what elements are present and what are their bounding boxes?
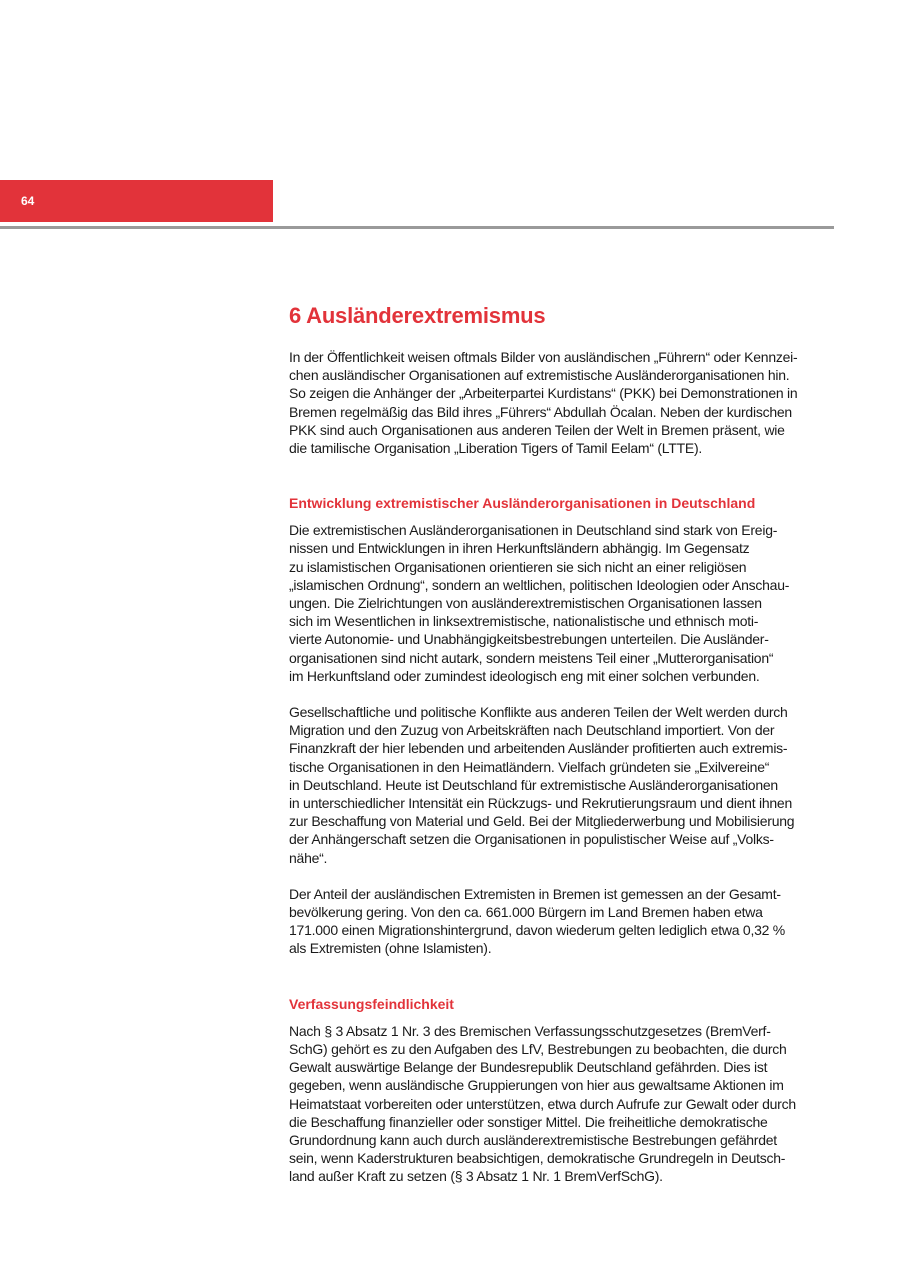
text-line: organisationen sind nicht autark, sondern meistens Teil einer „Mutterorganisation“ [289, 649, 774, 666]
text-line: 171.000 einen Migrationshintergrund, davon wiederum gelten lediglich etwa 0,32 % [289, 922, 785, 939]
section1-paragraph-2 [289, 703, 839, 867]
header-rule [0, 226, 834, 229]
text-line: in Deutschland. Heute ist Deutschland für extremistische Ausländerorganisationen [289, 776, 778, 793]
text-line: sich im Wesentlichen in linksextremistische, nationalistische und ethnisch moti- [289, 613, 759, 630]
text-line: PKK sind auch Organisationen aus anderen Teilen der Welt in Bremen präsent, wie [289, 421, 785, 438]
text-line: Grundordnung kann auch durch ausländerextremistische Bestrebungen gefährdet [289, 1131, 777, 1148]
text-line: Gesellschaftliche und politische Konflikte aus anderen Teilen der Welt werden durch [289, 704, 788, 721]
page-number: 64 [21, 194, 35, 208]
text-line: sein, wenn Kaderstrukturen beabsichtigen, demokratische Grundregeln in Deutsch- [289, 1150, 786, 1167]
text-line: Migration und den Zuzug von Arbeitskräften nach Deutschland importiert. Von der [289, 722, 775, 739]
text-line: die Beschaffung finanzieller oder sonstiger Mittel. Die freiheitliche demokratische [289, 1113, 768, 1130]
text-line: als Extremisten (ohne Islamisten). [289, 940, 492, 957]
text-line: Finanzkraft der hier lebenden und arbeitenden Ausländer profitierten auch extremis- [289, 740, 788, 757]
text-line: „islamischen Ordnung“, sondern an weltlichen, politischen Ideologien oder Anschau- [289, 576, 790, 593]
text-line: Heimatstaat vorbereiten oder unterstützen, etwa durch Aufrufe zur Gewalt oder durch [289, 1095, 796, 1112]
section2-paragraph-1 [289, 1022, 839, 1186]
text-line: chen ausländischer Organisationen auf extremistische Ausländerorganisationen hin. [289, 367, 790, 384]
text-line: der Anhängerschaft setzen die Organisationen in populistischer Weise auf „Volks- [289, 831, 774, 848]
text-line: bevölkerung gering. Von den ca. 661.000 Bürgern im Land Bremen haben etwa [289, 904, 763, 921]
text-line: zu islamistischen Organisationen orientieren sie sich nicht an einer religiösen [289, 558, 747, 575]
section-heading-verfassungsfeindlichkeit: Verfassungsfeindlichkeit [289, 995, 454, 1012]
text-line: ungen. Die Zielrichtungen von ausländerextremistischen Organisationen lassen [289, 595, 762, 612]
text-line: Gewalt auswärtige Belange der Bundesrepublik Deutschland gefährden. Dies ist [289, 1059, 768, 1076]
text-line: zur Beschaffung von Material und Geld. Bei der Mitgliederwerbung und Mobilisierung [289, 813, 795, 830]
section1-paragraph-3 [289, 885, 839, 958]
chapter-title: 6 Ausländerextremismus [289, 303, 546, 328]
section1-paragraph-1 [289, 521, 839, 685]
text-line: Bremen regelmäßig das Bild ihres „Führers“ Abdullah Öcalan. Neben der kurdischen [289, 403, 792, 420]
text-line: nissen und Entwicklungen in ihren Herkunftsländern abhängig. Im Gegensatz [289, 540, 750, 557]
text-line: nähe“. [289, 849, 328, 866]
text-line: Der Anteil der ausländischen Extremisten in Bremen ist gemessen an der Gesamt- [289, 885, 781, 902]
text-line: vierte Autonomie- und Unabhängigkeitsbestrebungen unterteilen. Die Ausländer- [289, 631, 769, 648]
text-line: die tamilische Organisation „Liberation Tigers of Tamil Eelam“ (LTTE). [289, 440, 703, 457]
text-line: land außer Kraft zu setzen (§ 3 Absatz 1 Nr. 1 BremVerfSchG). [289, 1168, 663, 1185]
article-body [289, 302, 839, 1204]
text-line: in unterschiedlicher Intensität ein Rückzugs- und Rekrutierungsraum und dient ihnen [289, 795, 792, 812]
text-line: So zeigen die Anhänger der „Arbeiterpartei Kurdistans“ (PKK) bei Demonstrationen in [289, 385, 798, 402]
intro-paragraph [289, 348, 839, 457]
text-line: Die extremistischen Ausländerorganisationen in Deutschland sind stark von Ereig- [289, 522, 778, 539]
text-line: im Herkunftsland oder zumindest ideologisch eng mit einer solchen verbunden. [289, 667, 760, 684]
text-line: gegeben, wenn ausländische Gruppierungen von hier aus gewaltsame Aktionen im [289, 1077, 784, 1094]
page-number-tab [0, 180, 273, 222]
text-line: tische Organisationen in den Heimatländern. Vielfach gründeten sie „Exilvereine“ [289, 758, 770, 775]
text-line: SchG) gehört es zu den Aufgaben des LfV, Bestrebungen zu beobachten, die durch [289, 1040, 787, 1057]
section-heading-entwicklung: Entwicklung extremistischer Ausländerorganisationen in Deutschland [289, 495, 756, 512]
text-line: Nach § 3 Absatz 1 Nr. 3 des Bremischen Verfassungsschutzgesetzes (BremVerf- [289, 1022, 771, 1039]
text-line: In der Öffentlichkeit weisen oftmals Bilder von ausländischen „Führern“ oder Kennzei- [289, 349, 798, 365]
